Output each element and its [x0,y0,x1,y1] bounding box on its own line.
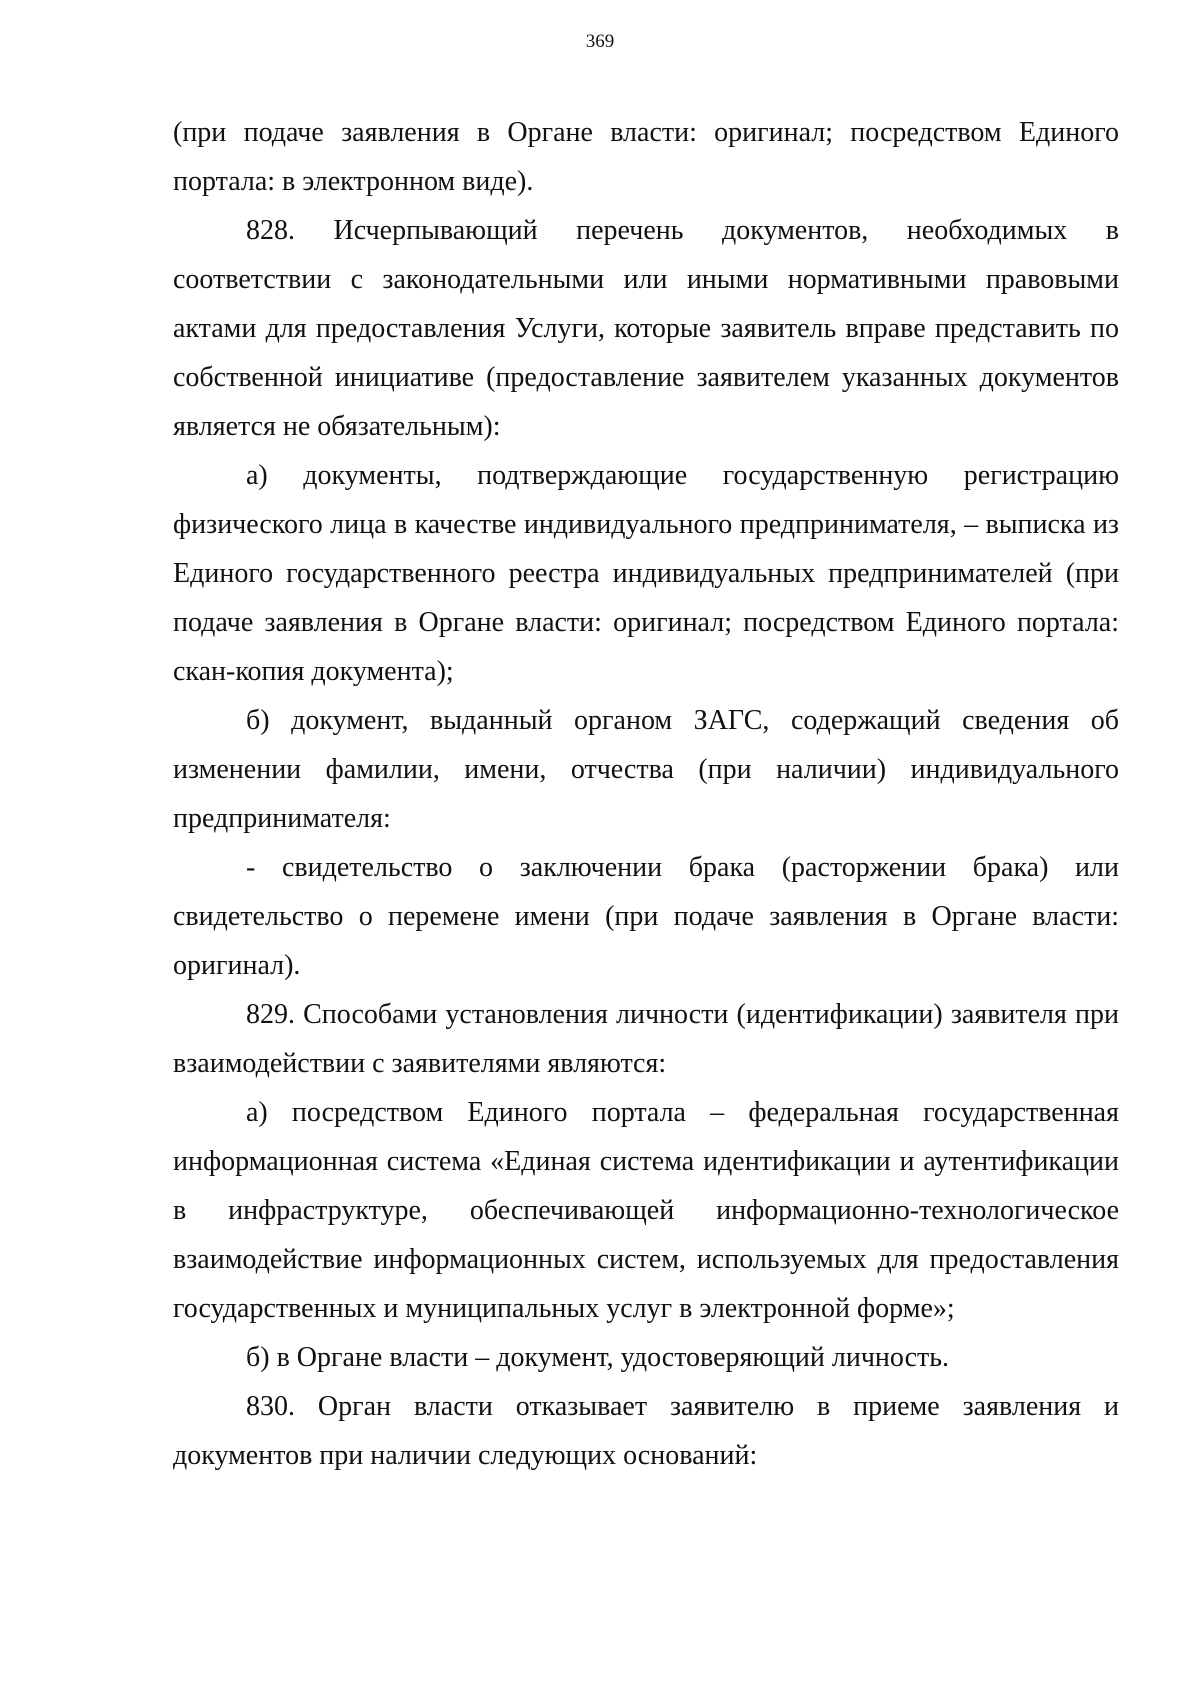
paragraph-828-b: б) документ, выданный органом ЗАГС, содержащий сведения об изменении фамилии, имени, отчества (при наличии) индивидуального предпринимателя: [173,705,1119,834]
page-number: 369 [585,31,615,52]
paragraph-829-b: б) в Органе власти – документ, удостоверяющий личность. [246,1342,950,1373]
paragraph-829-a: а) посредством Единого портала – федеральная государственная информационная система «Единая система идентификации и аутентификации в инфраструктуре, обеспечивающей информационно-технологическое взаимодействие информационных систем, используемых для предоставления государственных и муниципальных услуг в электронной форме»; [173,1097,1119,1324]
paragraph-829: 829. Способами установления личности (идентификации) заявителя при взаимодействии с заявителями являются: [173,999,1119,1079]
paragraph-828: 828. Исчерпывающий перечень документов, необходимых в соответствии с законодательными или иными нормативными правовыми актами для предоставления Услуги, которые заявитель вправе представить по собственной инициативе (предоставление заявителем указанных документов является не обязательным): [173,215,1119,442]
paragraph-828-b-item: - свидетельство о заключении брака (расторжении брака) или свидетельство о перемене имени (при подаче заявления в Органе власти: оригинал). [173,852,1119,981]
paragraph-continuation: (при подаче заявления в Органе власти: оригинал; посредством Единого портала: в электронном виде). [173,117,1119,197]
document-body [173,108,1119,1480]
paragraph-830: 830. Орган власти отказывает заявителю в приеме заявления и документов при наличии следующих оснований: [173,1391,1119,1471]
paragraph-828-a: а) документы, подтверждающие государственную регистрацию физического лица в качестве индивидуального предпринимателя, – выписка из Единого государственного реестра индивидуальных предпринимателей (при подаче заявления в Органе власти: оригинал; посредством Единого портала: скан-копия документа); [173,460,1119,687]
